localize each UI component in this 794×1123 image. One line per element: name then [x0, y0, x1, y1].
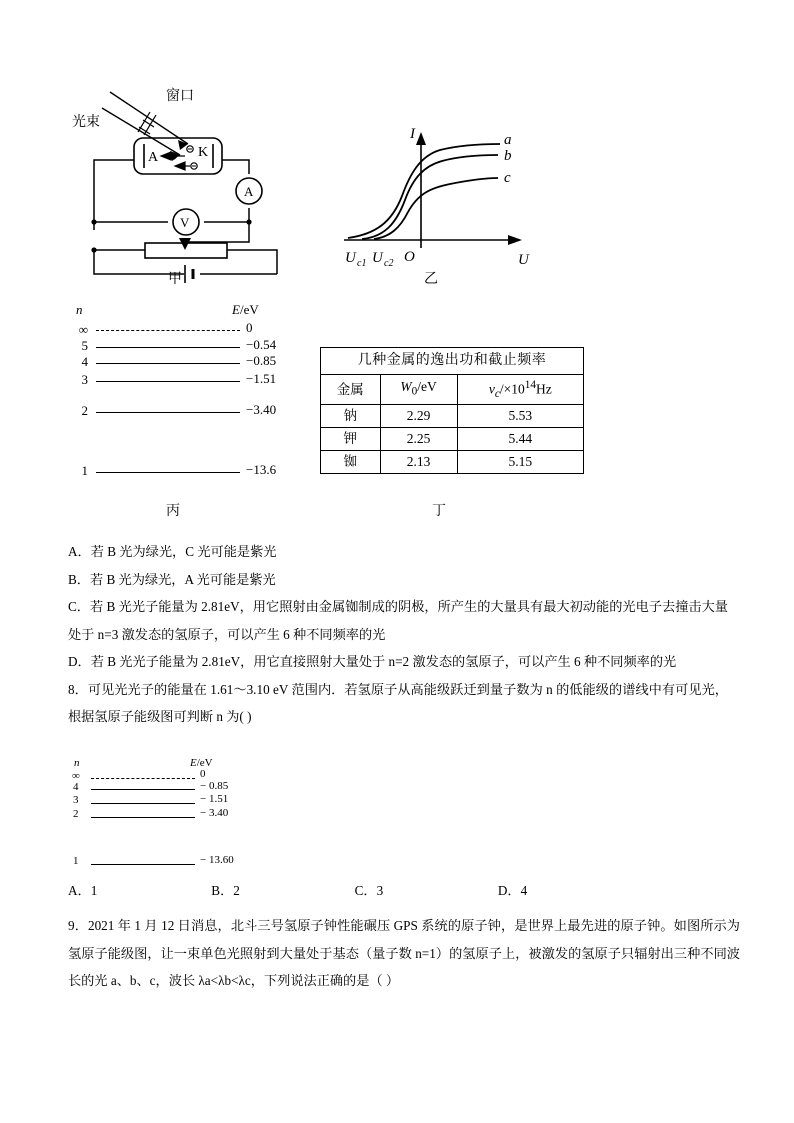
- cell-metal-2: 铷: [321, 451, 381, 474]
- cell-work-2: 2.13: [380, 451, 457, 474]
- cell-freq-0: 5.53: [457, 405, 583, 428]
- table-row: [321, 428, 584, 451]
- cell-work-0: 2.29: [380, 405, 457, 428]
- energy2-line-0: [91, 778, 195, 779]
- answer-option-a[interactable]: A．1: [68, 883, 98, 898]
- energy1-line-5: [96, 472, 240, 473]
- svg-text:U: U: [345, 250, 356, 266]
- energy1-energy-4: −3.40: [246, 402, 277, 417]
- label-window: 窗口: [166, 89, 194, 104]
- energy1-line-3: [96, 381, 240, 382]
- table-row: [321, 451, 584, 474]
- figure-photoelectric-circuit: [72, 82, 342, 282]
- junction-dot-left: [91, 219, 96, 224]
- energy1-energy-3: −1.51: [246, 371, 277, 386]
- energy1-header-e: E/eV: [232, 302, 259, 317]
- circuit-svg: [72, 82, 342, 282]
- curve-b-label: b: [504, 148, 512, 164]
- table-header-row: [321, 375, 584, 405]
- energy1-line-4: [96, 412, 240, 413]
- question-8-text: 8．可见光光子的能量在 1.61～3.10 eV 范围内．若氢原子从高能级跃迁到量子数为 n 的低能级的谱线中有可见光，根据氢原子能级图可判断 n 为( ): [68, 681, 728, 724]
- x-axis-arrow: [508, 235, 522, 245]
- energy1-energy-5: −13.6: [246, 462, 277, 477]
- energy2-level-n-2: 3: [73, 794, 79, 806]
- figure-energy-levels-1: [72, 302, 308, 494]
- answer-option-b[interactable]: B．2: [211, 883, 240, 898]
- junction-dot-right: [246, 219, 251, 224]
- energy1-level-n-4: 2: [81, 403, 88, 418]
- energy2-header-e: E/eV: [190, 757, 213, 769]
- question-9-text: 9．2021 年 1 月 12 日消息，北斗三号氢原子钟性能碾压 GPS 系统的原子钟，是世界上最先进的原子钟。如图所示为氢原子能级图，让一束单色光照射到大量处于基态（量子数 n=1）的氢原子上，被激发的氢原子只辐射出三种不同波长的光 a、b、c，波长 λa<λb<λc，下列说法正确的是（ ）: [68, 918, 740, 988]
- cell-work-1: 2.25: [380, 428, 457, 451]
- y-axis-arrow: [416, 132, 426, 145]
- energy1-level-n-2: 4: [81, 354, 88, 369]
- junction-dot-bottom-left: [91, 247, 96, 252]
- energy2-energy-3: − 3.40: [200, 807, 229, 819]
- figure-caption-yi: 乙: [424, 272, 438, 287]
- energy1-line-1: [96, 347, 240, 348]
- energy2-line-3: [91, 817, 195, 818]
- energy2-level-n-1: 4: [73, 781, 79, 793]
- energy2-level-n-0: ∞: [72, 770, 80, 782]
- x-axis-label: U: [518, 252, 529, 268]
- cell-metal-1: 钾: [321, 428, 381, 451]
- table-row: [321, 405, 584, 428]
- energy2-header-n: n: [74, 757, 80, 769]
- svg-text:c2: c2: [384, 258, 394, 269]
- answer-option-c[interactable]: C．3: [354, 883, 384, 898]
- y-axis-label: I: [410, 126, 415, 142]
- table-title-row: [321, 348, 584, 375]
- label-cathode-K: K: [198, 145, 209, 160]
- option-d-text: D．若 B 光光子能量为 2.81eV，用它直接照射大量处于 n=2 激发态的氢原子，可以产生 6 种不同频率的光: [68, 654, 677, 669]
- energy2-energy-0: 0: [200, 768, 206, 780]
- question-9-block: [68, 912, 740, 995]
- battery-symbol: [185, 265, 193, 283]
- option-c-text: C．若 B 光光子能量为 2.81eV，用它照射由金属铷制成的阴极，所产生的大量具有最大初动能的光电子去撞击大量处于 n=3 激发态的氢原子，可以产生 6 种不同频率的光: [68, 599, 728, 642]
- cell-freq-2: 5.15: [457, 451, 583, 474]
- iv-graph-svg: [336, 118, 546, 278]
- energy1-level-n-5: 1: [81, 463, 88, 478]
- energy2-energy-1: − 0.85: [200, 780, 229, 792]
- curve-a: [348, 144, 500, 238]
- energy1-level-n-0: ∞: [78, 322, 88, 337]
- svg-text:U: U: [372, 250, 383, 266]
- energy2-line-2: [91, 803, 195, 804]
- figure-energy-levels-2: [72, 757, 262, 875]
- curve-c-label: c: [504, 170, 511, 186]
- figure-caption-jia: 甲: [168, 272, 182, 287]
- energy1-line-2: [96, 363, 240, 364]
- metals-table: [320, 347, 584, 474]
- stopping-voltage-labels: [345, 250, 393, 269]
- question-text-block: [68, 538, 728, 731]
- energy2-line-1: [91, 789, 195, 790]
- option-b-text: B．若 B 光为绿光，A 光可能是紫光: [68, 571, 276, 587]
- option-a-text: A．若 B 光为绿光，C 光可能是紫光: [68, 544, 277, 559]
- table-title: 几种金属的逸出功和截止频率: [321, 348, 584, 375]
- header-work-function: $W_0/eV$: [380, 375, 457, 405]
- question-8-answer-row: [68, 880, 728, 899]
- origin-label: O: [404, 249, 415, 265]
- svg-text:c1: c1: [357, 258, 367, 269]
- figure-metals-table: [320, 347, 584, 474]
- answer-option-d[interactable]: D．4: [497, 883, 528, 898]
- header-metal: 金属: [321, 375, 381, 405]
- ammeter-label: A: [244, 184, 254, 199]
- figure-caption-ding: 丁: [432, 504, 446, 519]
- energy1-level-n-3: 3: [81, 372, 88, 387]
- energy2-energy-4: − 13.60: [200, 854, 234, 866]
- curve-a-label: a: [504, 132, 512, 148]
- voltmeter-label: V: [180, 215, 190, 230]
- label-beam: 光束: [72, 115, 100, 130]
- energy1-energy-2: −0.85: [246, 353, 277, 368]
- energy1-header-n: n: [76, 302, 83, 317]
- figure-caption-bing: 丙: [166, 504, 180, 519]
- energy2-level-n-3: 2: [73, 808, 79, 820]
- curve-b: [362, 155, 498, 239]
- energy2-line-4: [91, 864, 195, 865]
- figure-iv-characteristic: [336, 118, 546, 278]
- energy1-line-0: [96, 330, 240, 331]
- energy1-energy-0: 0: [246, 320, 253, 335]
- header-cutoff-frequency: $\nu_c/\times 10^{14}Hz$: [457, 375, 583, 405]
- energy2-level-n-4: 1: [73, 855, 79, 867]
- energy2-energy-2: − 1.51: [200, 793, 229, 805]
- curve-c: [374, 178, 498, 239]
- cell-freq-1: 5.44: [457, 428, 583, 451]
- cell-metal-0: 钠: [321, 405, 381, 428]
- energy1-energy-1: −0.54: [246, 337, 277, 352]
- label-anode-A: A: [148, 150, 159, 165]
- energy1-level-n-1: 5: [81, 338, 88, 353]
